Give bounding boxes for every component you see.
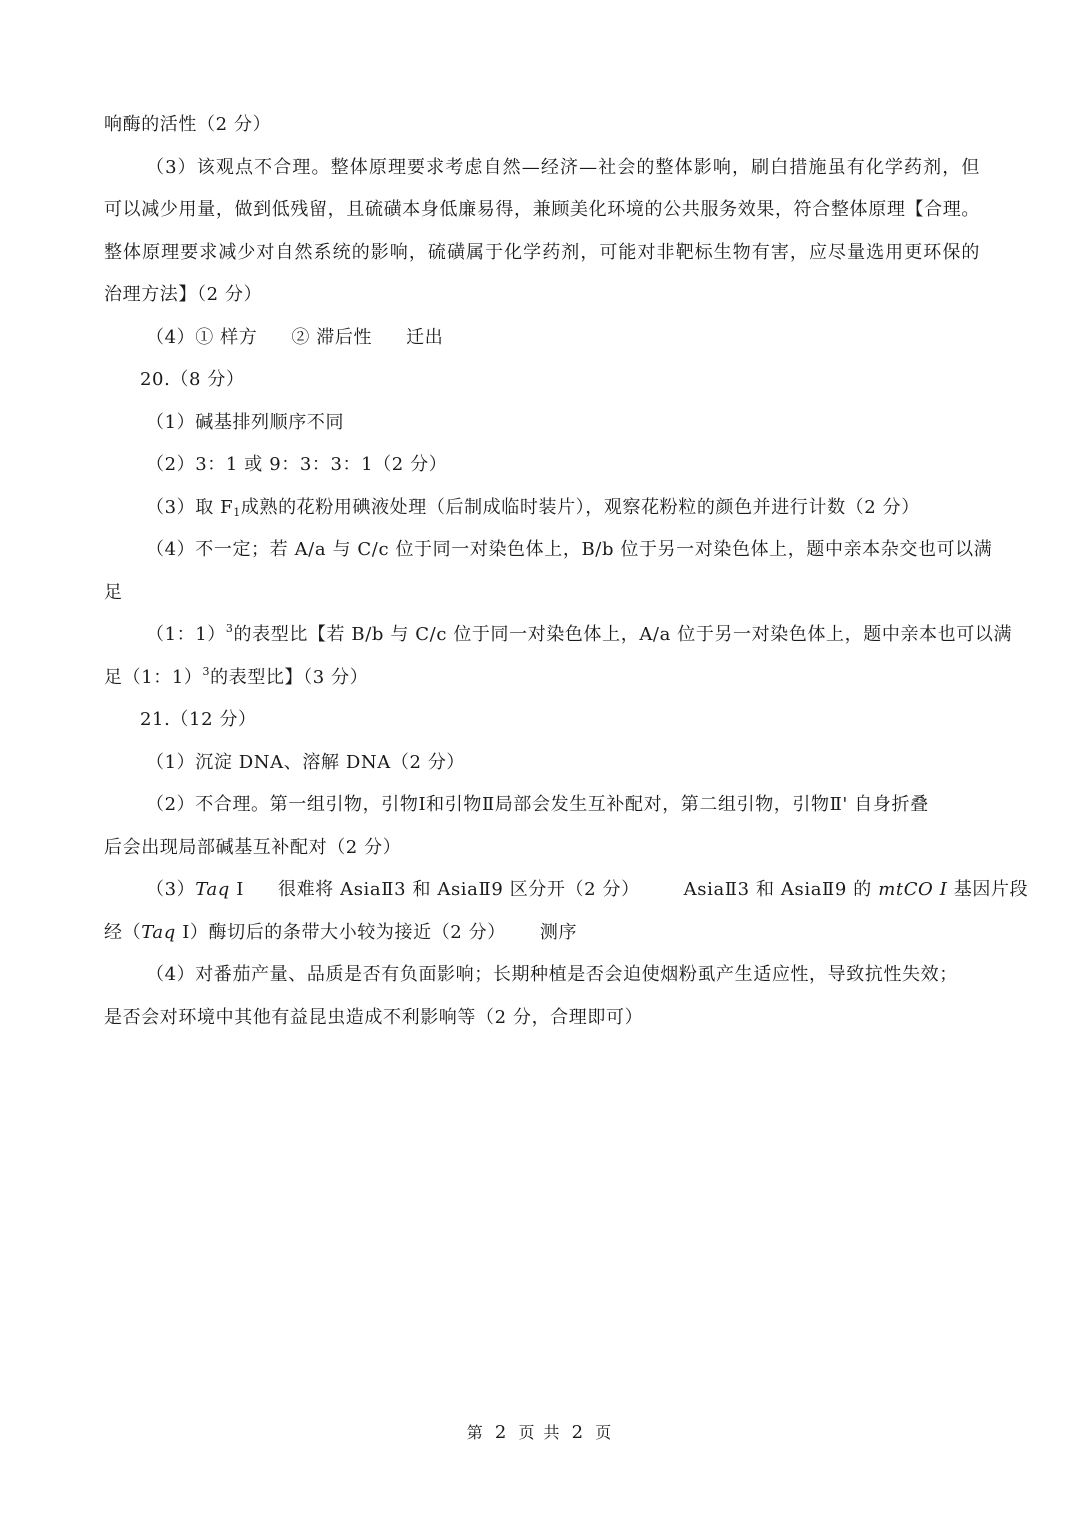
- footer-suffix: 页: [595, 1423, 614, 1442]
- subscript: 1: [233, 505, 241, 519]
- text-line: （1）沉淀 DNA、溶解 DNA（2 分）: [146, 751, 466, 773]
- text-part: （1：1）: [146, 624, 226, 645]
- superscript: 3: [225, 622, 234, 635]
- answer-part: （4）① 样方: [146, 326, 258, 348]
- gene-name: mtCO Ⅰ: [878, 879, 948, 900]
- text-part: AsiaⅡ3 和 AsiaⅡ9 的: [683, 879, 879, 900]
- page-footer: [0, 1420, 1080, 1443]
- text-line: [104, 487, 980, 530]
- text-line: （1）碱基排列顺序不同: [146, 411, 345, 433]
- text-line: [104, 869, 1029, 912]
- enzyme-name: Taq: [195, 879, 230, 900]
- footer-prefix: 第: [466, 1423, 485, 1442]
- text-part: （3）取 F: [146, 496, 234, 518]
- text-line: 整体原理要求减少对自然系统的影响，硫磺属于化学药剂，可能对非靶标生物有害，应尽量选用更环保的: [104, 241, 980, 263]
- page-number: 2: [494, 1422, 509, 1443]
- text-part: 经（: [104, 921, 142, 943]
- text-part: 的表型比【若 B/b 与 C/c 位于同一对染色体上，A/a 位于另一对染色体上，题中亲本也可以满: [233, 624, 1013, 645]
- text-part: Ⅰ: [229, 879, 244, 900]
- text-part: 测序: [539, 921, 578, 943]
- text-line: [104, 317, 980, 360]
- text-line: （4）不一定；若 A/a 与 C/c 位于同一对染色体上，B/b 位于另一对染色体上，题中亲本杂交也可以满: [146, 539, 993, 560]
- superscript: 3: [202, 664, 211, 678]
- text-part: （3）: [146, 879, 196, 900]
- text-line: 可以减少用量，做到低残留，且硫磺本身低廉易得，兼顾美化环境的公共服务效果，符合整体原理【合理。: [104, 199, 980, 220]
- page-total: 2: [571, 1422, 586, 1443]
- text-line: 后会出现局部碱基互补配对（2 分）: [104, 836, 402, 858]
- text-line: [104, 912, 980, 955]
- text-line: （3）该观点不合理。整体原理要求考虑自然—经济—社会的整体影响，刷白措施虽有化学药剂，但: [146, 156, 980, 178]
- answer-part: ② 滞后性: [291, 326, 373, 348]
- text-line: （4）对番茄产量、品质是否有负面影响；长期种植是否会迫使烟粉虱产生适应性，导致抗性失效；: [146, 964, 958, 985]
- text-part: 的表型比】（3 分）: [210, 666, 369, 688]
- text-line: （2）不合理。第一组引物，引物Ⅰ和引物Ⅱ局部会发生互补配对，第二组引物，引物Ⅱ' 自身折叠: [146, 794, 929, 815]
- text-line: [104, 614, 1013, 657]
- text-part: 很难将 AsiaⅡ3 和 AsiaⅡ9 区分开（2 分）: [277, 879, 640, 900]
- text-part: 成熟的花粉用碘液处理（后制成临时装片），观察花粉粒的颜色并进行计数（2 分）: [240, 496, 920, 518]
- text-line: [104, 657, 980, 700]
- enzyme-name: Taq: [141, 921, 176, 943]
- question-heading: 20.（8 分）: [140, 369, 245, 390]
- text-part: Ⅰ）酶切后的条带大小较为接近（2 分）: [175, 921, 506, 943]
- text-line: 响酶的活性（2 分）: [104, 114, 272, 135]
- answer-text: [104, 104, 1029, 1039]
- answer-part: 迁出: [406, 326, 444, 348]
- footer-middle: 页 共: [518, 1423, 562, 1442]
- text-part: 足（1：1）: [104, 666, 203, 688]
- text-line: 足: [104, 581, 123, 603]
- text-line: （2）3：1 或 9：3：3：1（2 分）: [146, 454, 448, 475]
- text-line: 是否会对环境中其他有益昆虫造成不利影响等（2 分，合理即可）: [104, 1006, 644, 1028]
- text-part: 基因片段: [947, 879, 1029, 900]
- text-line: 治理方法】（2 分）: [104, 284, 263, 305]
- question-heading: 21.（12 分）: [140, 709, 257, 730]
